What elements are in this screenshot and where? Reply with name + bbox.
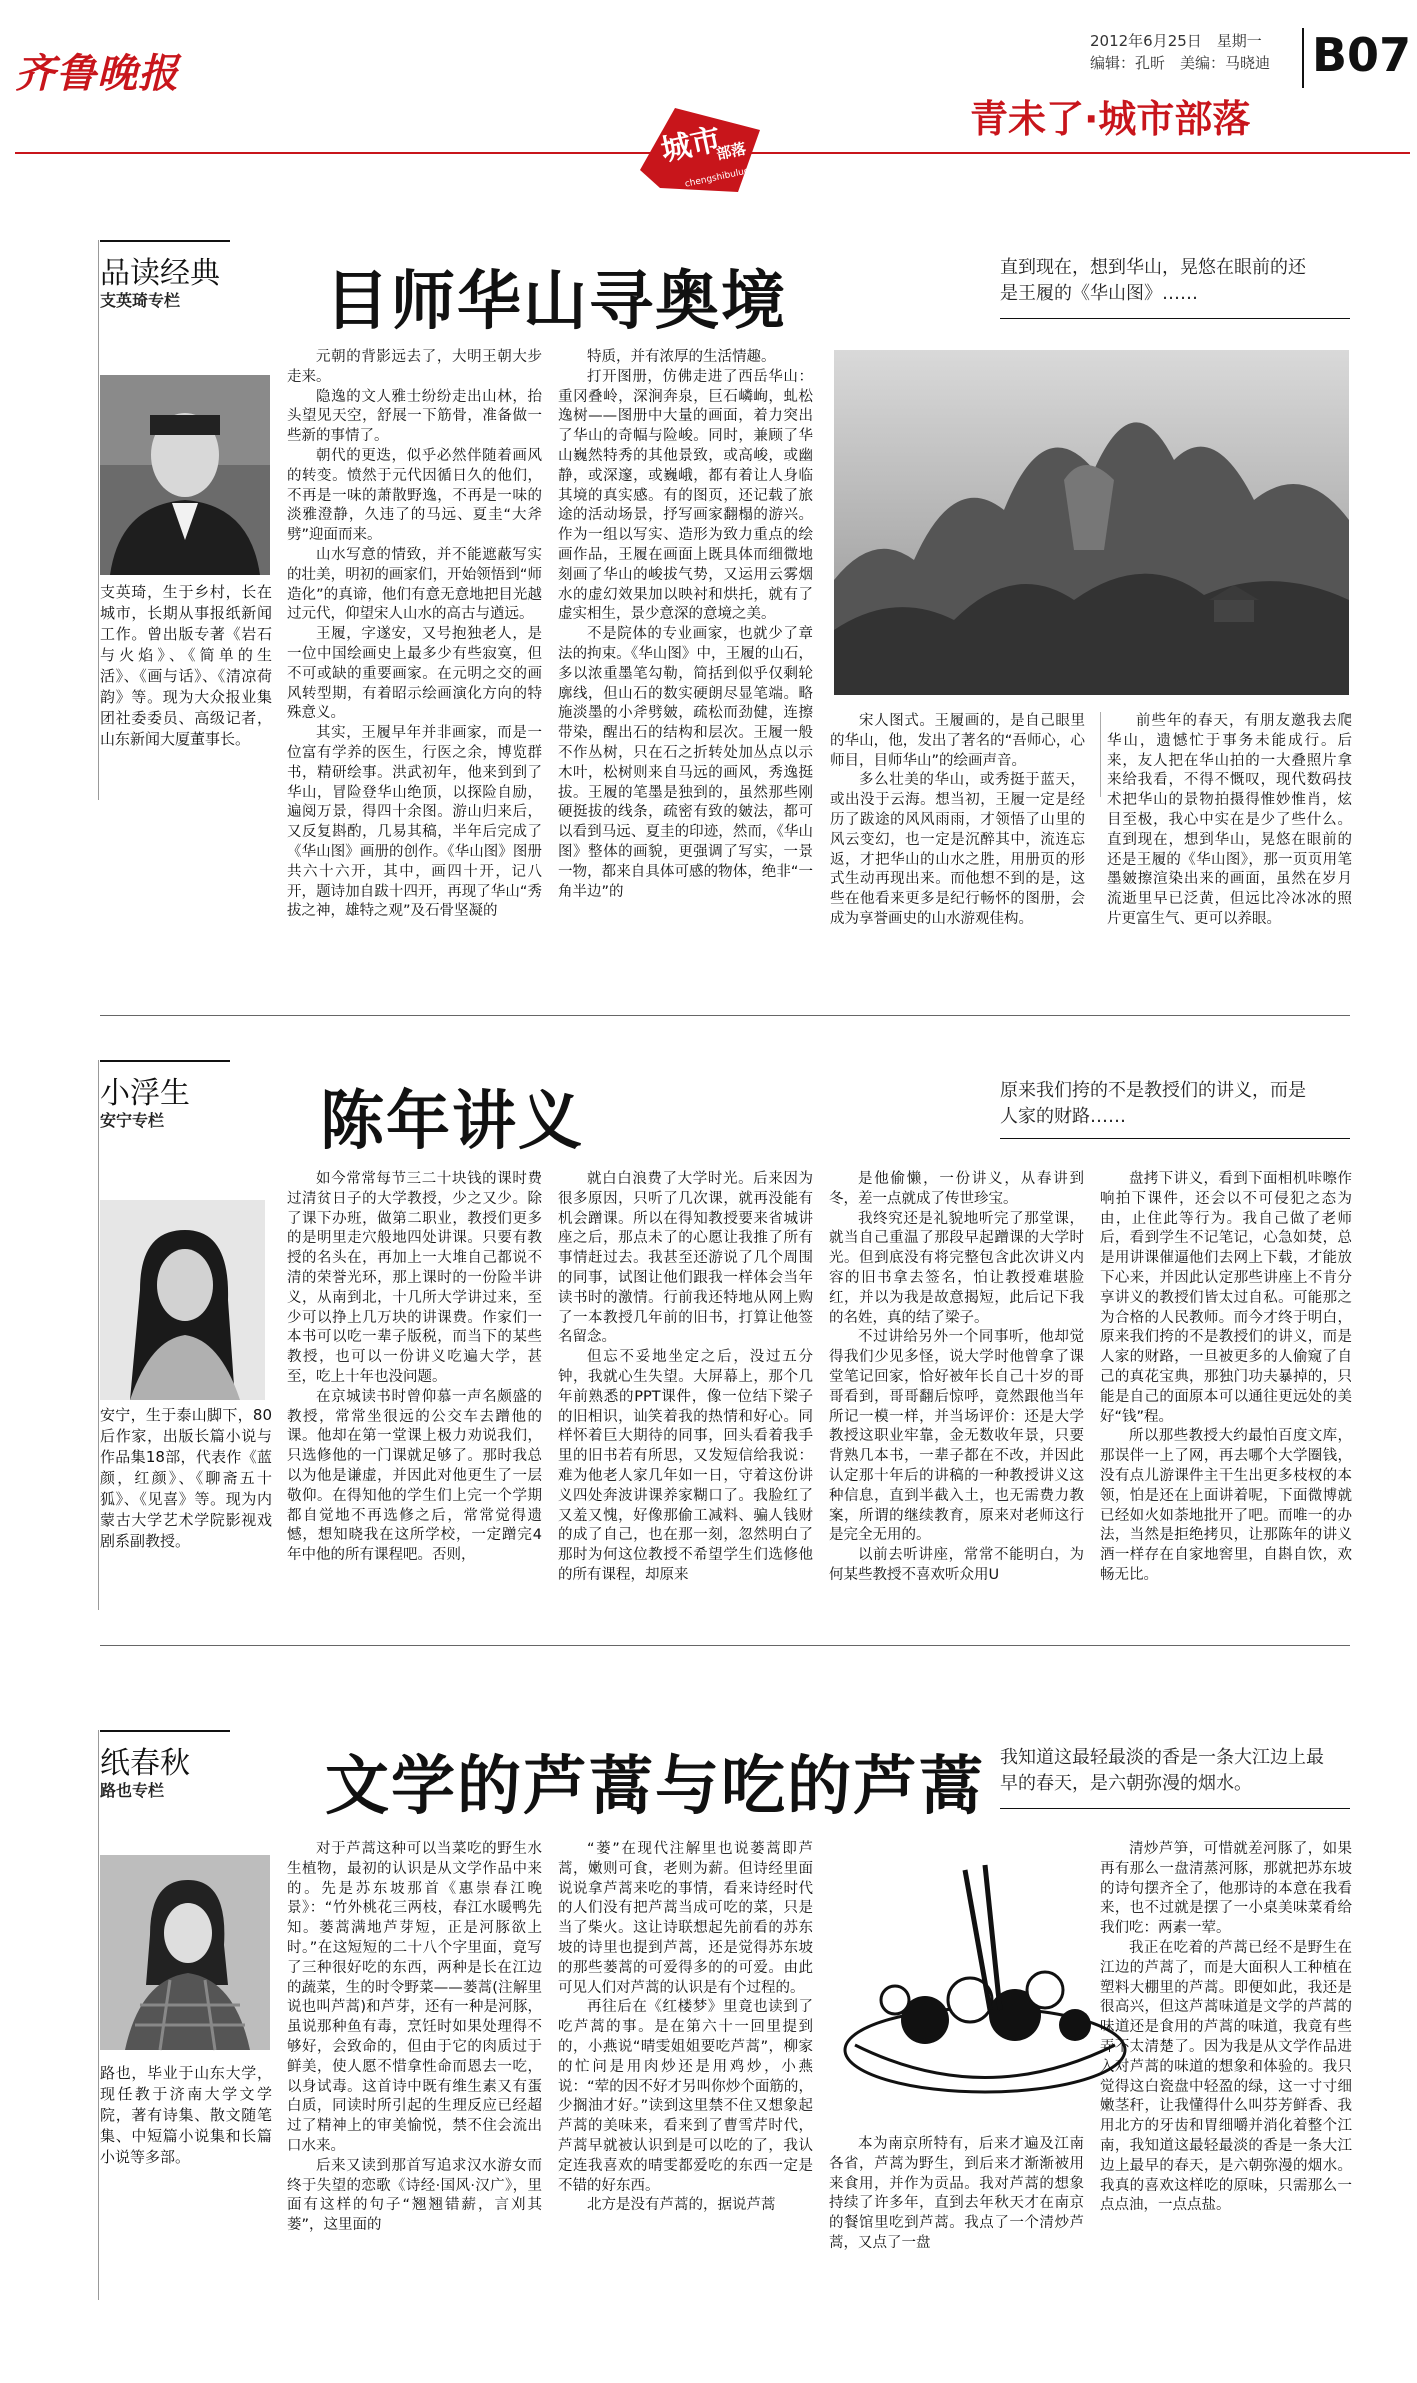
author-photo-an-ning: [100, 1200, 265, 1400]
reed-dish-illustration-icon: [835, 1850, 1135, 2120]
deck: 我知道这最轻最淡的香是一条大江边上最早的春天，是六朝弥漫的烟水。: [1000, 1747, 1324, 1794]
body-column-1: 如今常常每节三二十块钱的课时费过清贫日子的大学教授，少之又少。除了课下办班，做第二职业，教授们更多的是明里走穴般地四处讲课。只要有教授的名头在，再加上一大堆自己都说不清的荣誉光环，那上课时的一份险半讲义，从南到北，十几所大学讲过来，至少可以挣上几万块的讲课费。作家们一本书可以吃一辈子版税，而当下的某些教授，也可以一份讲义吃遍大学，甚至，吃上十年也没问题。 在京城读书时曾仰慕一声名颇盛的教授，常常坐很远的公交车去蹭他的课。他却在第一堂课上极力劝说我们，只选修他的一门课就足够了。那时我总以为他是谦虚，并因此对他更生了一层敬仰。在得知他的学生们上完一个学期都自觉地不再选修之后，常常觉得遗憾，想知晓我在这所学校，一定蹭完4年中他的所有课程吧。否则，: [287, 1171, 542, 1564]
sidebar-divider: [98, 240, 99, 800]
column-heading-rule: [100, 1060, 230, 1062]
body-column-2: “蒌”在现代注解里也说蒌蒿即芦蒿，嫩则可食，老则为薪。但诗经里面说说拿芦蒿来吃的事情，看来诗经时代的人们没有把芦蒿当成可吃的菜，只是当了柴火。这让诗联想起先前看的苏东坡的诗里也提到芦蒿，还是觉得苏东坡的那些蒌蒿的可爱得多的的可爱。由此可见人们对芦蒿的认识是有个过程的。 再往后在《红楼梦》里竟也读到了吃芦蒿的事。是在第六十一回里提到的，小燕说“晴雯姐姐要吃芦蒿”，柳家的忙问是用肉炒还是用鸡炒，小燕说：“荤的因不好才另叫你炒个面筋的，少搁油才好。”读到这里禁不住又想象起芦蒿的美味来，看来到了曹雪芹时代，芦蒿早就被认识到是可以吃的了，我认定连我喜欢的晴雯都爱吃的东西一定是不错的好东西。 北方是没有芦蒿的，据说芦蒿: [558, 1841, 813, 2214]
portrait-woman-plaid-icon: [100, 1855, 270, 2050]
huashan-painting-image: [834, 350, 1349, 695]
body-column-1: 对于芦蒿这种可以当菜吃的野生水生植物，最初的认识是从文学作品中来的。先是苏东坡那首《惠崇春江晚景》：“竹外桃花三两枝，春江水暖鸭先知。蒌蒿满地芦芽短，正是河豚欲上时。”在这短短的二十八个字里面，竟写了三种很好吃的东西，两种是长在江边的蔬菜，生的时令野菜——蒌蒿(注解里说也叫芦蒿)和芦芽，还有一种是河豚，虽说那种鱼有毒，烹饪时如果处理得不够好，会致命的，但由于它的肉质过于鲜美，使人愿不惜拿性命而恩去一吃，以身试毒。这首诗中既有维生素又有蛋白质，同读时所引起的生理反应已经超过了精神上的审美愉悦，禁不住会流出口水来。 后来又读到那首写追求汉水游女而终于失望的恋歌《诗经·国风·汉广》，里面有这样的句子“翘翘错薪，言刈其蒌”，这里面的: [287, 1841, 542, 2234]
body-column-3: 宋人图式。王履画的，是自己眼里的华山，他，发出了著名的“吾师心，心师目，目师华山”的绘画声音。 多么壮美的华山，或秀挺于蓝天，或出没于云海。想当初，王履一定是经历了跋途的风风雨雨，才领悟了山里的风云变幻，也一定是沉醉其中，流连忘返，才把华山的山水之胜，用册页的形式生动再现出来。而他想不到的是，这些在他看来更多是纪行畅怀的图册，会成为享誉画史的山水游观佳构。: [830, 713, 1085, 927]
deck-rule: [1000, 1138, 1350, 1139]
headline: 文学的芦蒿与吃的芦蒿: [325, 1750, 985, 1824]
author-photo-lu-ye: [100, 1855, 270, 2050]
column-name: 小浮生: [100, 1076, 190, 1111]
deck-rule: [1000, 1808, 1350, 1809]
author-photo-zhi-yingqi: [100, 375, 270, 575]
portrait-woman-icon: [100, 1200, 265, 1400]
deck: 原来我们挎的不是教授们的讲义，而是人家的财路……: [1000, 1080, 1306, 1127]
column-divider: [1100, 712, 1101, 797]
stamp-text-sub: 部落: [714, 139, 748, 164]
issue-date: 2012年6月25日 星期一: [1090, 32, 1262, 50]
landscape-painting-icon: [834, 350, 1349, 695]
column-subtitle: 安宁专栏: [100, 1111, 165, 1130]
column-name: 纸春秋: [100, 1746, 190, 1781]
portrait-man-icon: [100, 375, 270, 575]
column-subtitle: 路也专栏: [100, 1781, 165, 1800]
column-subtitle: 支英琦专栏: [100, 291, 181, 310]
author-bio: 支英琦，生于乡村，长在城市，长期从事报纸新闻工作。曾出版专著《岩石与火焰》、《简单的生活》、《画与话》、《清凉荷韵》等。现为大众报业集团社委委员、高级记者，山东新闻大厦董事长。: [100, 583, 272, 748]
body-column-3: 本为南京所特有，后来才遍及江南各省，芦蒿为野生，到后来才渐渐被用来食用，并作为贡品。我对芦蒿的想象持续了许多年，直到去年秋天才在南京的餐馆里吃到芦蒿。我点了一个清炒芦蒿，又点了一盘: [829, 2136, 1084, 2251]
body-column-4: 盘拷下讲义，看到下面相机咔嚓作响拍下课件，还会以不可侵犯之态为由，止住此等行为。我自己做了老师后，看到学生不记笔记，心急如焚，总是用讲课催逼他们去网上下载，才能放下心来，并因此认定那些讲座上不肯分享讲义的教授们皆太过自私。可能那之为合格的人民教师。而今才终于明白，原来我们挎的不是教授们的讲义，而是人家的财路，一旦被更多的人偷窥了自己的真花宝典，那独门功夫暴掉的，只能是自己的面原本可以通往更远处的美好“钱”程。 所以那些教授大约最怕百度文库，那误伴一上了网，再去哪个大学圈钱，没有点儿游课件主干生出更多枝杈的本领，怕是还在上面讲着呢，下面微博就已经如火如荼地批开了吧。而唯一的办法，当然是拒绝拷贝，让那陈年的讲义酒一样存在自家地窖里，自斟自饮，欢畅无比。: [1100, 1171, 1352, 1583]
stamp-text-main: 城市: [658, 121, 725, 169]
city-tribe-stamp-icon: [620, 100, 770, 200]
column-heading-2: [100, 1068, 290, 1138]
column-heading-rule: [100, 240, 230, 242]
body-column-4: 前些年的春天，有朋友邀我去爬华山，遗憾忙于事务未能成行。后来，友人把在华山拍的一大叠照片拿来给我看，不得不慨叹，现代数码技术把华山的景物拍摄得惟妙惟肖，炫目至极，我心中实在是少了些什么。直到现在，想到华山，晃悠在眼前的还是王履的《华山图》，那一页页用笔墨皴擦渲染出来的画面，虽然在岁月流逝里早已泛黄，但远比冷冰冰的照片更富生气、更可以养眼。: [1107, 713, 1352, 927]
sidebar-divider: [98, 1730, 99, 2300]
body-column-2: 就白白浪费了大学时光。后来因为很多原因，只听了几次课，就再没能有机会蹭课。所以在得知教授要来省城讲座之后，那点未了的心愿让我推了所有事情赶过去。我甚至还游说了几个周围的同事，试图让他们跟我一样体会当年读书时的激情。行前我还特地从网上购了一本教授几年前的旧书，打算让他签名留念。 但忘不妥地坐定之后，没过五分钟，我就心生失望。大屏幕上，那个几年前熟悉的PPT课件，像一位结下梁子的旧相识，讪笑着我的热情和好心。同样怀着巨大期待的同事，回头看着我手里的旧书若有所思，又发短信给我说：难为他老人家几年如一日，守着这份讲义四处奔波讲课养家糊口了。我脸红了又羞又愧，好像那偷工减料、骗人钱财的成了自己，也在那一刻，忽然明白了那时为何这位教授不希望学生们选修他的所有课程，却原来: [558, 1171, 813, 1583]
body-column-3: 是他偷懒，一份讲义，从春讲到冬，差一点就成了传世珍宝。 我终究还是礼貌地听完了那堂课，就当自己重温了那段早起蹭课的大学时光。但到底没有将完整包含此次讲义内容的旧书拿去签名，怕让教授难堪脸红，并以为我是故意揭短，此后记下我的名姓，真的结了梁子。 不过讲给另外一个同事听，他却觉得我们少见多怪，说大学时他曾拿了课堂笔记回家，恰好被年长自己十岁的哥哥看到，哥哥翻后惊呼，竟然跟他当年所记一模一样，并当场评价：还是大学教授这职业牢靠，金无数收年景，只要背熟几本书，一辈子都在不改，并因此认定那十年后的讲稿的一种教授讲义这种信息，直到半截入土，也无需费力教案，所谓的继续教育，原来对老师这行是完全无用的。 以前去听讲座，常常不能明白，为何某些教授不喜欢听众用U: [829, 1171, 1084, 1583]
page-number: B07: [1312, 28, 1412, 82]
article-separator: [100, 1645, 1350, 1646]
author-bio: 路也，毕业于山东大学，现任教于济南大学文学院，著有诗集、散文随笔集、中短篇小说集和长篇小说等多部。: [100, 2064, 272, 2166]
article-separator: [100, 1015, 1350, 1016]
page-number-divider: [1302, 28, 1304, 88]
editor-credits: 编辑：孔昕 美编：马晓迪: [1090, 54, 1271, 72]
newspaper-logo: 齐鲁晚报: [15, 50, 179, 97]
deck: 直到现在，想到华山，晃悠在眼前的还是王履的《华山图》……: [1000, 257, 1306, 304]
deck-rule: [1000, 318, 1350, 319]
author-bio: 安宁，生于泰山脚下，80后作家，出版长篇小说与作品集18部，代表作《蓝颜，红颜》、《聊斋五十狐》、《见喜》等。现为内蒙古大学艺术学院影视戏剧系副教授。: [100, 1406, 272, 1550]
column-heading-1: [100, 248, 290, 318]
section-title: 青未了·城市部落: [970, 97, 1251, 141]
column-heading-3: [100, 1738, 290, 1808]
body-column-2: 特质，并有浓厚的生活情趣。 打开图册，仿佛走进了西岳华山：重冈叠岭，深涧奔泉，巨石嶙峋，虬松逸树——图册中大量的画面，着力突出了华山的奇幅与险峻。同时，兼顾了华山巍然特秀的其他景致，或高峻，或幽静，或深邃，或巍峨，都有着让人身临其境的真实感。有的图页，还记载了旅途的活动场景，抒写画家翻榻的游兴。作为一组以写实、造形为致力重点的绘画作品，王履在画面上既具体而细微地刻画了华山的峻拔气势，又运用云雾烟水的虚幻效果加以映衬和烘托，就有了虚实相生，景少意深的意境之美。 不是院体的专业画家，也就少了章法的拘束。《华山图》中，王履的山石，多以浓重墨笔勾勒，简括到似乎仅剩轮廓线，但山石的数实硬朗尽显笔端。略施淡墨的小斧劈皴，疏松而劲健，连擦带染，醒出石的结构和层次。王履一般不作丛树，只在石之折转处加丛点以示木叶，松树则来自马远的画风，秀逸挺拔。王履的笔墨是独到的，虽然那些刚硬挺拔的线条，疏密有致的皴法，都可以看到马远、夏圭的印迹，然而，《华山图》整体的画貌，更强调了写实，一景一物，都来自具体可感的物体，绝非“一角半边”的: [558, 349, 813, 900]
sidebar-divider: [98, 1060, 99, 1610]
headline: 目师华山寻奥境: [325, 265, 787, 339]
column-name: 品读经典: [100, 256, 220, 291]
stamp-pinyin: chengshibuluo: [684, 166, 751, 190]
headline: 陈年讲义: [320, 1085, 584, 1159]
body-column-4: 清炒芦笋，可惜就差河豚了，如果再有那么一盘清蒸河豚，那就把苏东坡的诗句摆齐全了，他那诗的本意在我看来，也不过就是摆了一小桌美味菜肴给我们吃：两素一荤。 我正在吃着的芦蒿已经不是野生在江边的芦蒿了，而是大面积人工种植在塑料大棚里的芦蒿。即便如此，我还是很高兴，但这芦蒿味道是文学的芦蒿的味道还是食用的芦蒿的味道，我竟有些弄不太清楚了。因为我是从文学作品进入对芦蒿的味道的想象和体验的。我只觉得这白瓷盘中轻盈的绿，这一寸寸细嫩茎秆，让我懂得什么叫芬芳鲜香、我用北方的牙齿和胃细嚼并消化着整个江南，我知道这最轻最淡的香是一条大江边上最早的春天，是六朝弥漫的烟水。我真的喜欢这样吃的原味，只需那么一点点油，一点点盐。: [1100, 1841, 1352, 2214]
body-column-1: 元朝的背影远去了，大明王朝大步走来。 隐逸的文人雅士纷纷走出山林，抬头望见天空，舒展一下筋骨，准备做一些新的事情了。 朝代的更迭，似乎必然伴随着画风的转变。愤然于元代因循日久的他们，不再是一味的萧散野逸，不再是一味的淡雅澄静，久违了的马远、夏圭“大斧劈”迎面而来。 山水写意的情致，并不能遮蔽写实的壮美，明初的画家们，开始领悟到“师造化”的真谛，他们有意无意地把目光越过元代，仰望宋人山水的高古与遒远。 王履，字遂安，又号抱独老人，是一位中国绘画史上最多少有些寂寞，但不可或缺的重要画家。在元明之交的画风转型期，有着昭示绘画演化方向的特殊意义。 其实，王履早年并非画家，而是一位富有学养的医生，行医之余，博览群书，精研绘事。洪武初年，他来到到了华山，冒险登华山绝顶，以探险自励，遍阅万景，得四十余图。游山归来后，又反复斟酌，几易其稿，半年后完成了《华山图》画册的创作。《华山图》图册共六十六开，其中，画四十开，记八开，题诗加自跋十四开，再现了华山“秀拔之神，雄特之观”及石骨坚凝的: [287, 349, 542, 920]
column-heading-rule: [100, 1730, 230, 1732]
